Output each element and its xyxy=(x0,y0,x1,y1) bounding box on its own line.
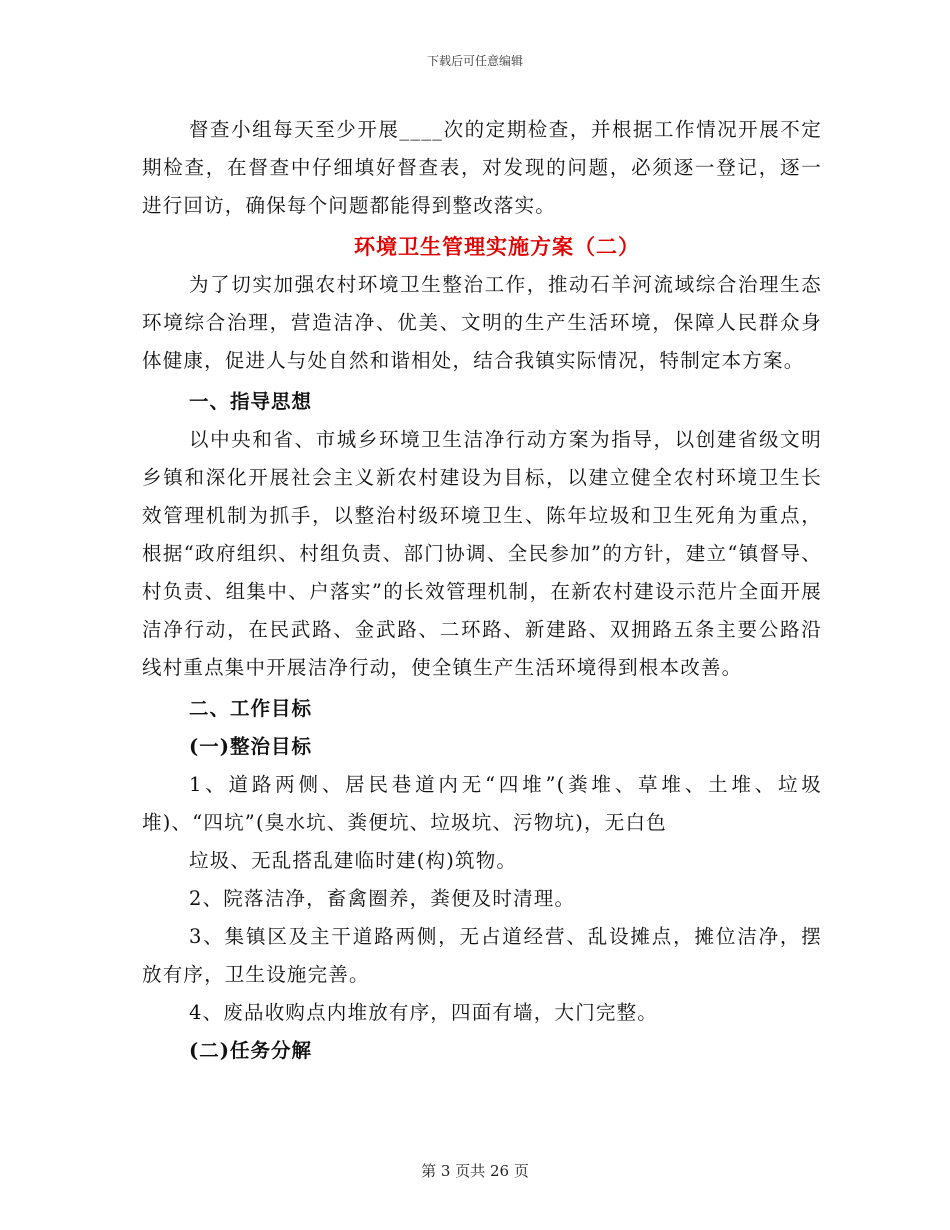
paragraph-goal-1: 1、道路两侧、居民巷道内无“四堆”(粪堆、草堆、土堆、垃圾堆)、“四坑”(臭水坑、粪便坑、垃圾坑、污物坑)，无白色 xyxy=(142,773,822,834)
page-header: 下载后可任意编辑 xyxy=(426,54,523,68)
paragraph-goal-3: 3、集镇区及主干道路两侧，无占道经营、乱设摊点，摊位洁净，摆放有序，卫生设施完善。 xyxy=(142,925,822,986)
page-footer: 第 3 页共 26 页 xyxy=(421,1162,529,1180)
paragraph-goal-1-cont: 垃圾、无乱搭乱建临时建(构)筑物。 xyxy=(189,849,518,872)
paragraph-intro: 为了切实加强农村环境卫生整治工作，推动石羊河流域综合治理生态环境综合治理，营造洁净、优美、文明的生产生活环境，保障人民群众身体健康，促进人与处自然和谐相处，结合我镇实际情况，特制定本方案。 xyxy=(142,273,822,372)
section-title: 环境卫生管理实施方案（二） xyxy=(354,234,640,259)
document-body xyxy=(142,111,822,1070)
paragraph-inspection: 督查小组每天至少开展____次的定期检查，并根据工作情况开展不定期检查，在督查中仔细填好督查表，对发现的问题，必须逐一登记，逐一进行回访，确保每个问题都能得到整改落实。 xyxy=(142,118,822,217)
paragraph-goal-2: 2、院落洁净，畜禽圈养，粪便及时清理。 xyxy=(189,887,576,910)
heading-work-goals: 二、工作目标 xyxy=(189,697,313,720)
paragraph-goal-4: 4、废品收购点内堆放有序，四面有墙，大门完整。 xyxy=(189,1001,659,1024)
heading-rectification-goals: (一)整治目标 xyxy=(189,735,312,758)
heading-guiding-ideology: 一、指导思想 xyxy=(189,390,313,413)
paragraph-guiding-ideology: 以中央和省、市城乡环境卫生洁净行动方案为指导，以创建省级文明乡镇和深化开展社会主义新农村建设为目标，以建立健全农村环境卫生长效管理机制为抓手，以整治村级环境卫生、陈年垃圾和卫生死角为重点，根据“政府组织、村组负责、部门协调、全民参加”的方针，建立“镇督导、村负责、组集中、户落实”的长效管理机制，在新农村建设示范片全面开展洁净行动，在民武路、金武路、二环路、新建路、双拥路五条主要公路沿线村重点集中开展洁净行动，使全镇生产生活环境得到根本改善。 xyxy=(142,428,822,679)
heading-task-breakdown: (二)任务分解 xyxy=(189,1039,312,1062)
